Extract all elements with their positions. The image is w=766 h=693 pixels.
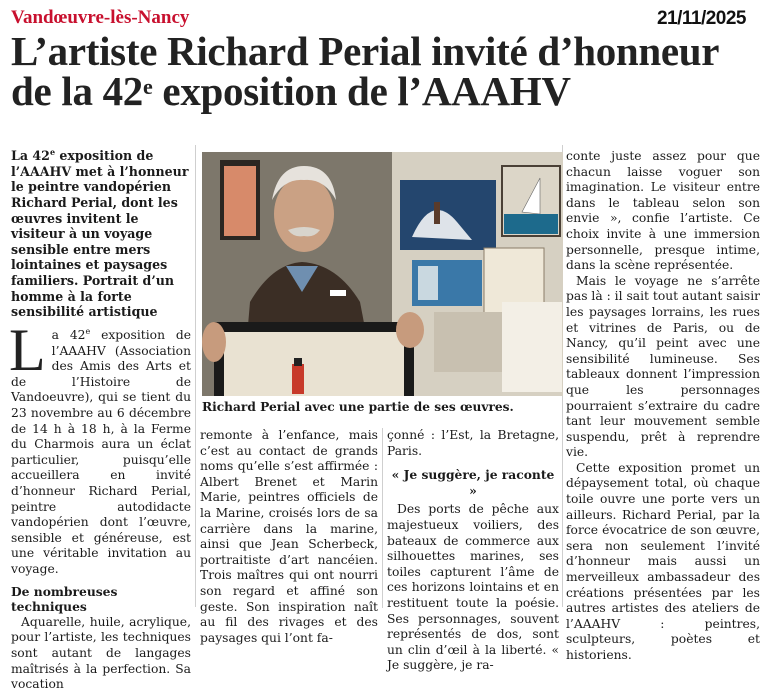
paragraph-col4-1: conte juste assez pour que chacun laisse voguer son imagination. Le visiteur entre dans le tableau selon son envie », confie l’artiste. Ce choix invite à une immersion personnelle, presque intime, dans la scène représentée. — [566, 149, 760, 273]
quote-subheading: « Je suggère, je raconte » — [391, 467, 555, 498]
photo-caption: Richard Perial avec une partie de ses œuvres. — [202, 400, 514, 414]
subheading: De nombreuses techniques — [11, 583, 118, 615]
article-lead — [11, 145, 191, 320]
headline-line-1: L’artiste Richard Perial invité d’honneur — [11, 28, 720, 74]
column-rule — [195, 145, 196, 607]
publication-date: 21/11/2025 — [656, 8, 746, 29]
lead-text: exposition de l’AAAHV met à l’honneur le peintre vandopérien Richard Perial, dont les œuvres invitent le visiteur à un voyage sensible entre mers lointaines et paysages familiers. Portrait d’un homme à la forte sensibilité artistique — [11, 148, 189, 320]
headline-line-2a: de la 42 — [11, 68, 143, 114]
headline-sup: e — [143, 74, 153, 99]
column-rule — [382, 428, 383, 608]
paragraph-1-sup: e — [85, 327, 91, 336]
artist-photo — [202, 152, 563, 396]
headline — [11, 28, 759, 114]
section-kicker: Vandœuvre-lès-Nancy — [11, 7, 190, 28]
paragraph-col3-2: Des ports de pêche aux majestueux voiliers, des bateaux de commerce aux silhouettes marines, ses toiles capturent l’âme de ces horizons lointains et en restituent toute la poésie. Ses personnages, souvent représentés de dos, sont un clin d’œil à la liberté. « Je suggère, je ra- — [387, 502, 559, 673]
article-column-1 — [9, 317, 191, 693]
photo-illustration — [202, 152, 563, 396]
paragraph-col4-3: Cette exposition promet un dépaysement total, où chaque toile ouvre une porte vers un ailleurs. Richard Perial, par la force évocatrice de son œuvre, sera non seulement l’invité d’honneur mais aussi un merveilleux ambassadeur des créations présentées par les autres artistes des ateliers de l’AAAHV : peintres, sculpteurs, poètes et historiens. — [566, 460, 760, 662]
lead-text-start: La 42 — [11, 148, 50, 164]
paragraph-1 — [9, 317, 191, 578]
paragraph-1-text: exposition de l’AAAHV (Association des Amis des Arts et de l’Histoire de Vandoeuvre), qui se tient du 23 novembre au 6 décembre de 14 h à 18 h, à la Ferme du Charmois aura un éclat particulier, puisqu’elle accueillera en invité d’honneur Richard Perial, peintre autodidacte vandopérien dont l’œuvre, sensible et généreuse, est une véritable invitation au voyage. — [11, 328, 191, 576]
article-column-4 — [566, 149, 760, 664]
headline-line-2b: exposition de l’AAAHV — [152, 68, 571, 114]
drop-cap: L — [9, 317, 46, 383]
paragraph-col3-1: çonné : l’Est, la Bretagne, Paris. — [387, 428, 559, 458]
paragraph-2: Aquarelle, huile, acrylique, pour l’artiste, les techniques sont autant de langages maîtrisés à la perfection. Sa vocation — [11, 614, 191, 692]
paragraph-1-start: a 42 — [51, 328, 86, 343]
article-column-3 — [387, 428, 559, 674]
paragraph-col4-2: Mais le voyage ne s’arrête pas là : il sait tout autant saisir les paysages lorrains, les rues et vitrines de Paris, ou de Nancy, qu’il peint avec une sensibilité lumineuse. Ses tableaux donnent l’impression que les personnages pourraient s’extraire du cadre tant leur mouvement semble suspendu, prêt à reprendre vie. — [566, 273, 760, 460]
lead-sup: e — [49, 147, 56, 157]
paragraph-col2: remonte à l’enfance, mais c’est au contact de grands noms qu’elle s’est affirmée : Albert Brenet et Marin Marie, peintres officiels de la Marine, croisés lors de sa carrière dans la marine, ainsi que Jean Scherbeck, portraitiste d’art nancéien. Trois maîtres qui ont nourri son regard et affiné son geste. Son inspiration naît au fil des rivages et des paysages qui l’ont fa- — [200, 428, 378, 645]
